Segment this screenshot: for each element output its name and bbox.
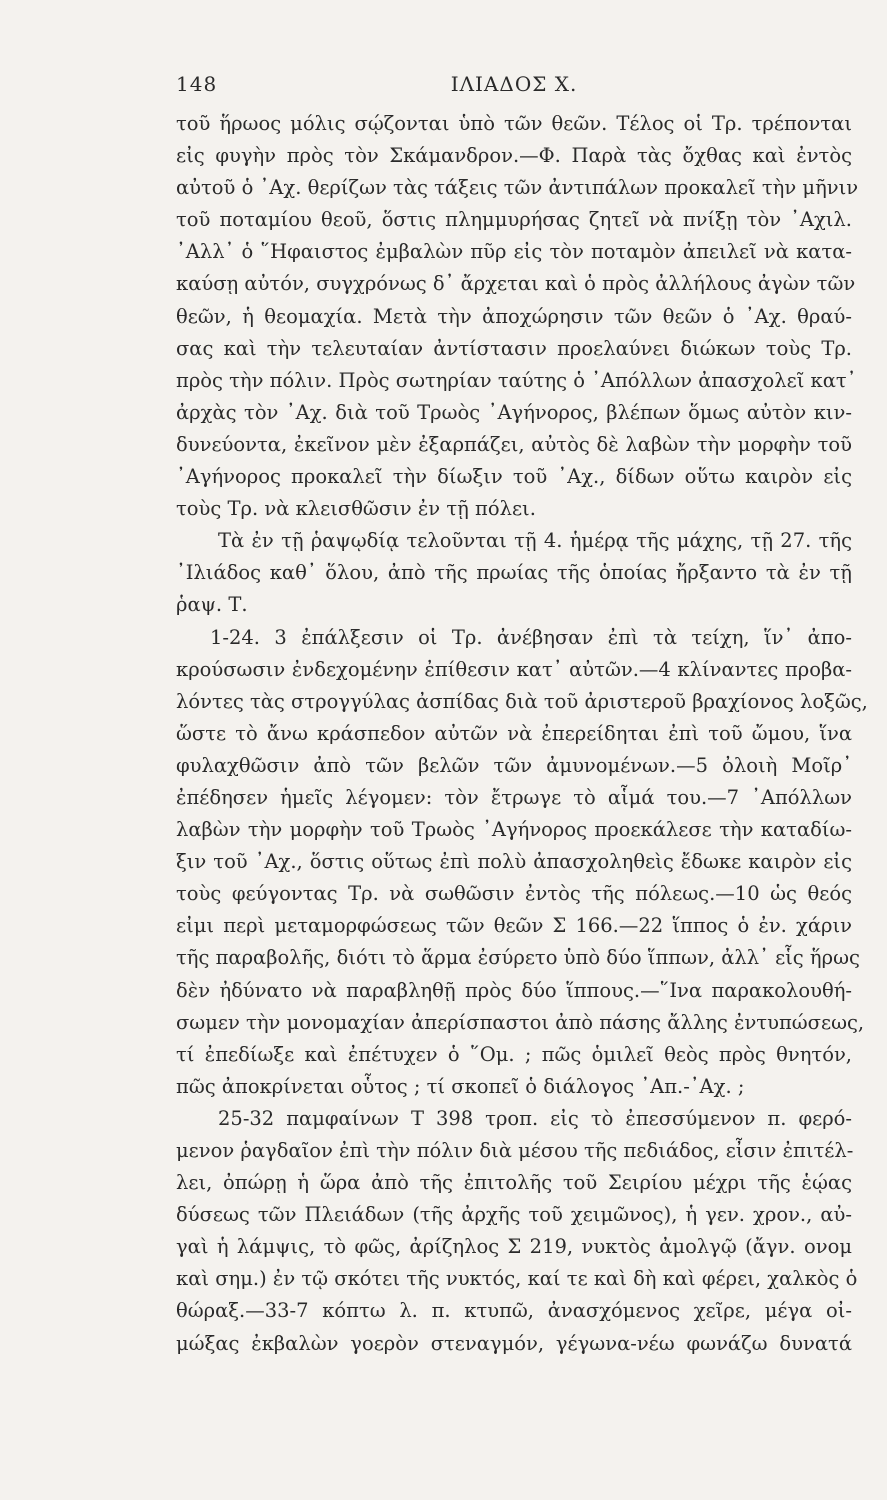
text-line: τί ἐπεδίωξε καὶ ἐπέτυχεν ὁ ῞Ομ. ; πῶς ὁμιλεῖ θεὸς πρὸς θνητόν, — [176, 1042, 852, 1066]
text-line: ᾿Ιλιάδος καθ᾿ ὅλου, ἀπὸ τῆς πρωίας τῆς ὁποίας ἤρξαντο τὰ ἐν τῇ — [176, 561, 852, 585]
text-line: σας καὶ τὴν τελευταίαν ἀντίστασιν προελαύνει διώκων τοὺς Τρ. — [176, 336, 852, 360]
text-line: τοῦ ἥρωος μόλις σῴζονται ὑπὸ τῶν θεῶν. Τέλος οἱ Τρ. τρέπονται — [176, 112, 852, 135]
text-line: ῥαψ. Τ. — [176, 593, 248, 617]
text-line: θώραξ.—33-7 κόπτω λ. π. κτυπῶ, ἀνασχόμενος χεῖρε, μέγα οἰ- — [176, 1299, 852, 1323]
text-line: τοὺς Τρ. νὰ κλεισθῶσιν ἐν τῇ πόλει. — [176, 497, 536, 521]
text-line: 1-24. 3 ἐπάλξεσιν οἱ Τρ. ἀνέβησαν ἐπὶ τὰ τείχη, ἵν᾿ ἀπο- — [210, 625, 852, 649]
running-title: ΙΛΙΑΔΟΣ Χ. — [450, 72, 578, 96]
text-line: καύσῃ αὐτόν, συγχρόνως δ᾿ ἄρχεται καὶ ὁ πρὸς ἀλλήλους ἀγὼν τῶν — [176, 272, 856, 296]
page-header — [176, 72, 852, 98]
text-line: ὥστε τὸ ἄνω κράσπεδον αὐτῶν νὰ ἐπερείδηται ἐπὶ τοῦ ὤμου, ἵνα — [176, 721, 852, 745]
text-line: λόντες τὰς στρογγύλας ἀσπίδας διὰ τοῦ ἀριστεροῦ βραχίονος λοξῶς, — [176, 689, 868, 713]
text-line: θεῶν, ἡ θεομαχία. Μετὰ τὴν ἀποχώρησιν τῶν θεῶν ὁ ᾿Αχ. θραύ- — [176, 304, 852, 328]
text-line: γαὶ ἡ λάμψις, τὸ φῶς, ἀρίζηλος Σ 219, νυκτὸς ἀμολγῷ (ἄγν. ονομ — [176, 1235, 852, 1259]
page-number: 148 — [176, 72, 218, 96]
text-line: κρούσωσιν ἐνδεχομένην ἐπίθεσιν κατ᾿ αὐτῶν.—4 κλίναντες προβα- — [176, 657, 852, 681]
text-line: φυλαχθῶσιν ἀπὸ τῶν βελῶν τῶν ἀμυνομένων.—5 ὀλοιὴ Μοῖρ᾿ — [176, 753, 852, 777]
text-line: ἀρχὰς τὸν ᾿Αχ. διὰ τοῦ Τρωὸς ᾿Αγήνορος, βλέπων ὅμως αὐτὸν κιν- — [176, 400, 852, 424]
text-line: δὲν ἠδύνατο νὰ παραβληθῇ πρὸς δύο ἵππους.—῞Ινα παρακολουθή- — [176, 978, 852, 1002]
text-line: ξιν τοῦ ᾿Αχ., ὅστις οὕτως ἐπὶ πολὺ ἀπασχοληθεὶς ἔδωκε καιρὸν εἰς — [176, 850, 852, 874]
text-line: πρὸς τὴν πόλιν. Πρὸς σωτηρίαν ταύτης ὁ ᾿Απόλλων ἀπασχολεῖ κατ᾿ — [176, 368, 857, 392]
text-line: ᾿Αλλ᾿ ὁ ῞Ηφαιστος ἐμβαλὼν πῦρ εἰς τὸν ποταμὸν ἀπειλεῖ νὰ κατα- — [176, 240, 852, 264]
text-line: εἰς φυγὴν πρὸς τὸν Σκάμανδρον.—Φ. Παρὰ τὰς ὄχθας καὶ ἐντὸς — [176, 144, 852, 168]
text-line: μενον ῥαγδαῖον ἐπὶ τὴν πόλιν διὰ μέσου τῆς πεδιάδος, εἶσιν ἐπιτέλ- — [176, 1139, 854, 1162]
text-line: πῶς ἀποκρίνεται οὗτος ; τί σκοπεῖ ὁ διάλογος ᾿Απ.-᾿Αχ. ; — [176, 1074, 745, 1098]
text-line: 25-32 παμφαίνων Τ 398 τροπ. εἰς τὸ ἐπεσσύμενον π. φερό- — [218, 1106, 852, 1130]
text-line: τοῦ ποταμίου θεοῦ, ὅστις πλημμυρήσας ζητεῖ νὰ πνίξῃ τὸν ᾿Αχιλ. — [176, 208, 852, 232]
text-line: τῆς παραβολῆς, διότι τὸ ἅρμα ἐσύρετο ὑπὸ δύο ἵππων, ἀλλ᾿ εἷς ἥρως — [176, 946, 860, 970]
text-line: τοὺς φεύγοντας Τρ. νὰ σωθῶσιν ἐντὸς τῆς πόλεως.—10 ὡς θεός — [176, 882, 852, 906]
text-line: αὐτοῦ ὁ ᾿Αχ. θερίζων τὰς τάξεις τῶν ἀντιπάλων προκαλεῖ τὴν μῆνιν — [176, 176, 859, 200]
text-line: σωμεν τὴν μονομαχίαν ἀπερίσπαστοι ἀπὸ πάσης ἄλλης ἐντυπώσεως, — [176, 1010, 865, 1034]
text-line: Τὰ ἐν τῇ ῥαψῳδίᾳ τελοῦνται τῇ 4. ἡμέρᾳ τῆς μάχης, τῇ 27. τῆς — [218, 529, 852, 553]
text-line: δύσεως τῶν Πλειάδων (τῆς ἀρχῆς τοῦ χειμῶνος), ἡ γεν. χρον., αὐ- — [176, 1203, 852, 1227]
text-line: λαβὼν τὴν μορφὴν τοῦ Τρωὸς ᾿Αγήνορος προεκάλεσε τὴν καταδίω- — [176, 818, 852, 842]
text-line: εἰμι περὶ μεταμορφώσεως τῶν θεῶν Σ 166.—22 ἵππος ὁ ἐν. χάριν — [176, 914, 852, 938]
text-line: ᾿Αγήνορος προκαλεῖ τὴν δίωξιν τοῦ ᾿Αχ., δίδων οὕτω καιρὸν εἰς — [176, 465, 852, 489]
text-line: δυνεύοντα, ἐκεῖνον μὲν ἐξαρπάζει, αὐτὸς δὲ λαβὼν τὴν μορφὴν τοῦ — [176, 432, 852, 456]
text-line: μώξας ἐκβαλὼν γοερὸν στεναγμόν, γέγωνα-νέω φωνάζω δυνατά — [176, 1331, 852, 1355]
text-line: καὶ σημ.) ἐν τῷ σκότει τῆς νυκτός, καί τε καὶ δὴ καὶ φέρει, χαλκὸς ὁ — [176, 1267, 858, 1291]
text-line: ἐπέδησεν ἡμεῖς λέγομεν: τὸν ἔτρωγε τὸ αἷμά του.—7 ᾿Απόλλων — [176, 785, 852, 809]
page-body — [176, 108, 868, 1360]
text-line: λει, ὀπώρῃ ἡ ὥρα ἀπὸ τῆς ἐπιτολῆς τοῦ Σειρίου μέχρι τῆς ἑῴας — [176, 1171, 852, 1195]
